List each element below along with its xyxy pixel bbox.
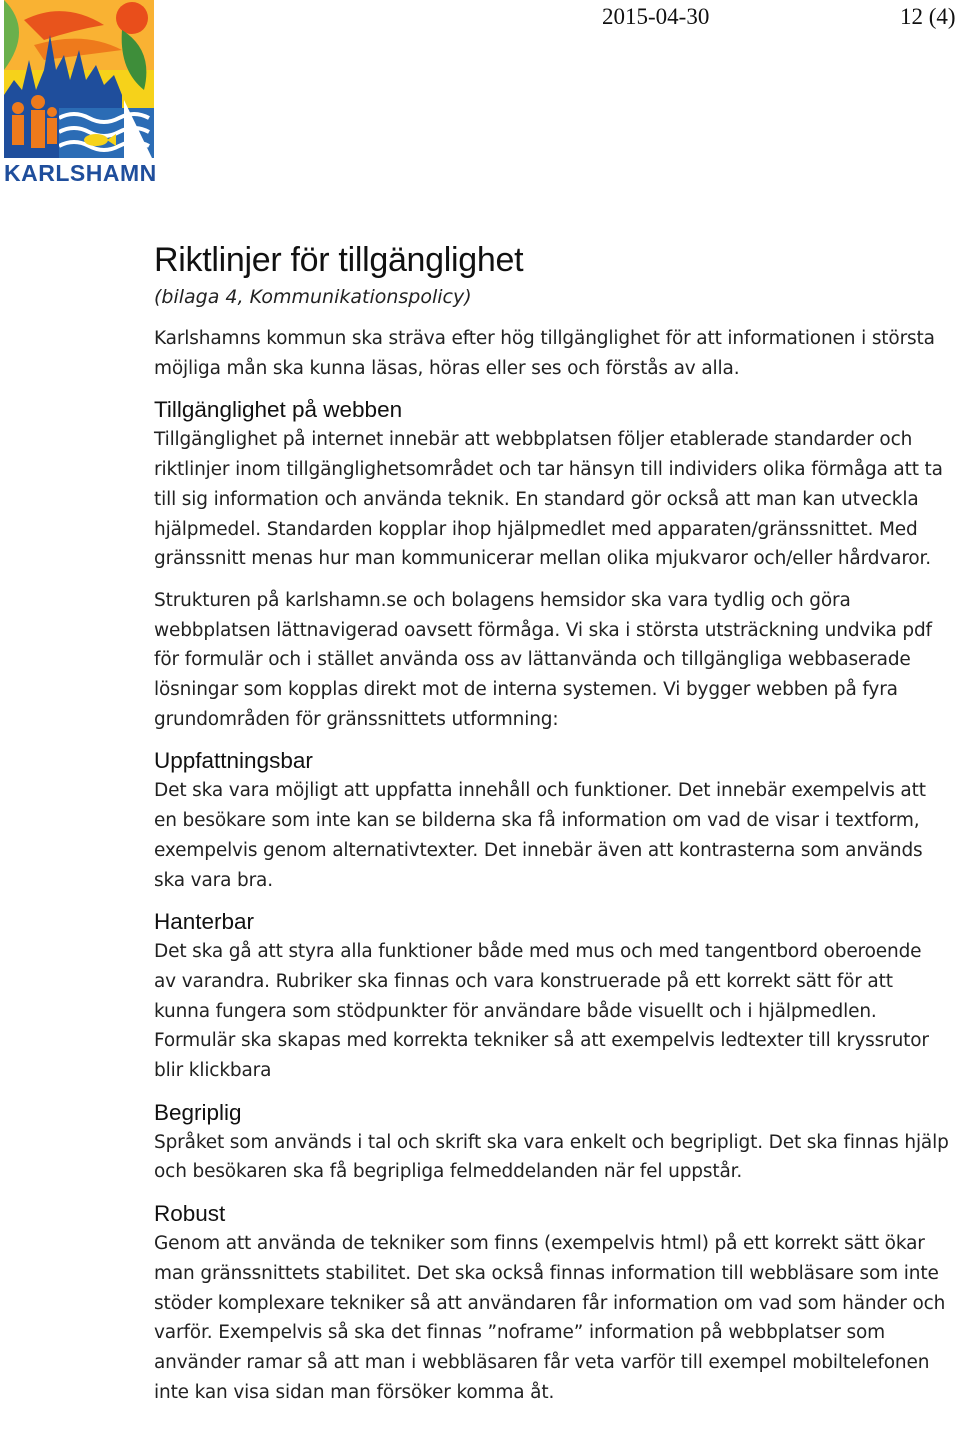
section-paragraph: Det ska vara möjligt att uppfatta innehåll och funktioner. Det innebär exempelvis att en besökare som inte kan se bilderna ska få information om vad de visar i textform, exempelvis genom alternativtexter. Det innebär även att kontrasterna som används ska vara bra.	[154, 780, 926, 891]
document-date: 2015-04-30	[602, 4, 710, 29]
section-paragraph: Strukturen på karlshamn.se och bolagens hemsidor ska vara tydlig och göra webbplatsen lättnavigerad oavsett förmåga. Vi ska i största utsträckning undvika pdf för formulär och i stället använda oss av lättanvända och tillgängliga webbaserade lösningar som kopplas direkt mot de interna systemen. Vi bygger webben på fyra grundområden för gränssnittets utformning:	[154, 589, 932, 730]
page-subtitle: (bilaga 4, Kommunikationspolicy)	[154, 286, 472, 308]
logo-wordmark: KARLSHAMN	[4, 160, 157, 186]
section-heading: Hanterbar	[154, 909, 255, 935]
section-heading: Uppfattningsbar	[154, 748, 313, 774]
section-paragraph: Genom att använda de tekniker som finns (exempelvis html) på ett korrekt sätt ökar man gränssnittets stabilitet. Det ska också finnas information till webbläsare som inte stöder komplexare tekniker så att användaren får information om vad som händer och varför. Exempelvis så ska det finnas ”noframe” information på webbplatser som använder ramar så att man i webbläsaren får veta varför till exempel mobiltelefonen inte kan visa sidan man försöker komma åt.	[154, 1233, 946, 1403]
section-operable	[154, 907, 949, 1086]
section-heading: Begriplig	[154, 1099, 242, 1125]
section-paragraph: Det ska gå att styra alla funktioner både med mus och med tangentbord oberoende av varandra. Rubriker ska finnas och vara konstruerade på ett korrekt sätt för att kunna fungera som stödpunkter för användare både visuellt och i hjälpmedlen. Formulär ska skapas med korrekta tekniker så att exempelvis ledtexter till kryssrutor blir klickbara	[154, 941, 929, 1082]
section-perceivable	[154, 746, 949, 895]
karlshamn-logo	[4, 0, 157, 190]
section-understandable	[154, 1098, 949, 1187]
intro-paragraph: Karlshamns kommun ska sträva efter hög tillgänglighet för att informationen i största möjliga mån ska kunna läsas, höras eller ses och förstås av alla.	[154, 328, 935, 379]
section-heading: Tillgänglighet på webben	[154, 397, 403, 423]
document-body	[154, 237, 949, 1419]
section-heading: Robust	[154, 1201, 226, 1227]
section-robust	[154, 1199, 949, 1407]
section-paragraph: Tillgänglighet på internet innebär att webbplatsen följer etablerade standarder och riktlinjer inom tillgänglighetsområdet och tar hänsyn till individers olika förmåga att ta till sig information och använda teknik. En standard gör också att man kan utveckla hjälpmedel. Standarden kopplar ihop hjälpmedlet med apparaten/gränssnittet. Med gränssnitt menas hur man kommunicerar mellan olika mjukvaror och/eller hårdvaror.	[154, 429, 943, 570]
page-title: Riktlinjer för tillgänglighet	[154, 241, 524, 279]
page-number: 12 (4)	[900, 4, 956, 29]
section-paragraph: Språket som används i tal och skrift ska vara enkelt och begripligt. Det ska finnas hjälp och besökaren ska få begripliga felmeddelanden när fel uppstår.	[154, 1131, 949, 1183]
section-web-accessibility	[154, 395, 949, 734]
